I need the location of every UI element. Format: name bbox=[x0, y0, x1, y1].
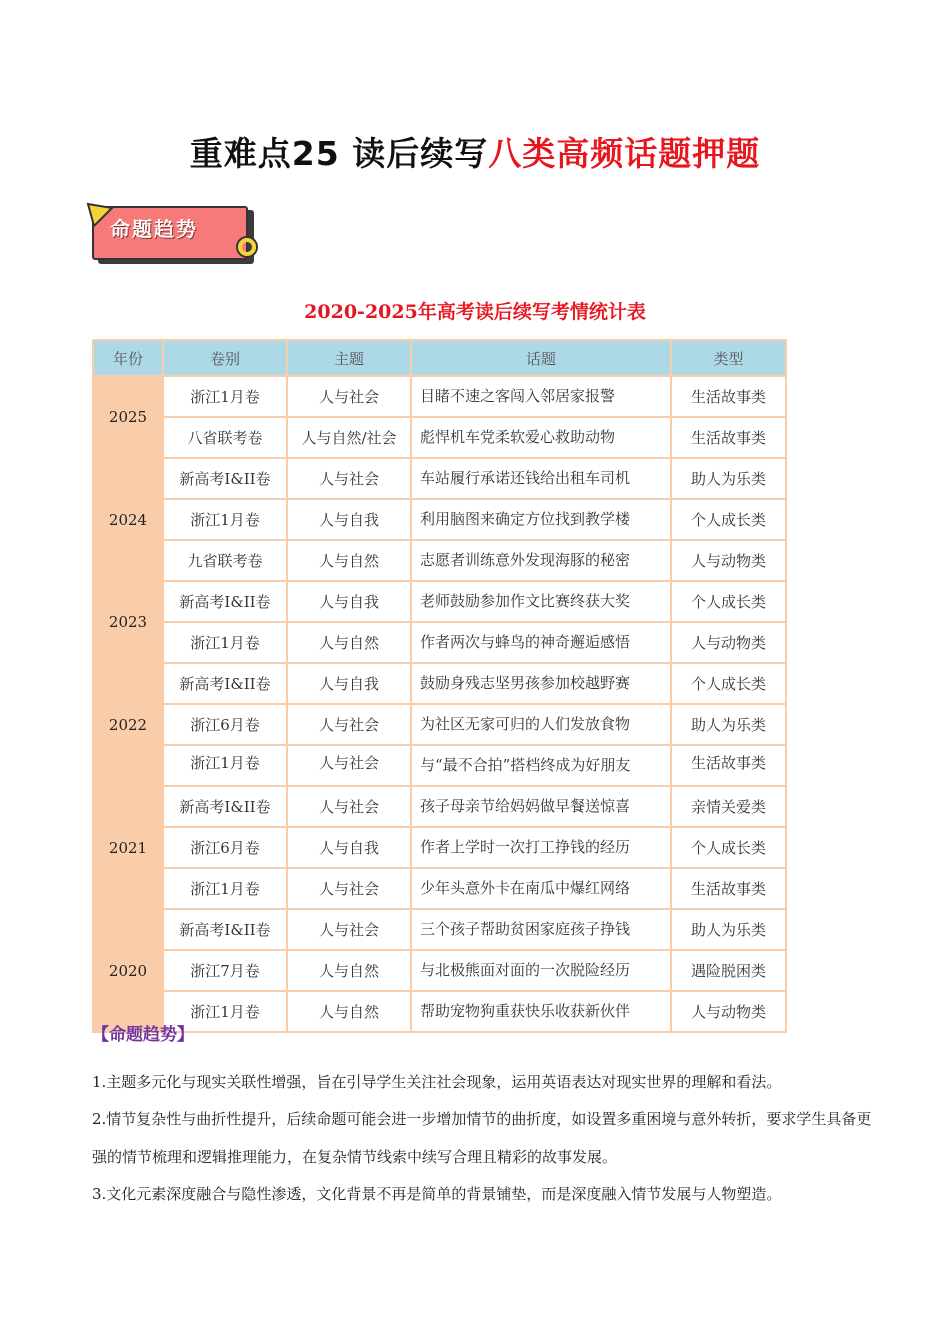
column-header: 卷别 bbox=[164, 341, 286, 375]
table-row bbox=[94, 377, 785, 416]
column-header: 话题 bbox=[412, 341, 670, 375]
table-title: 2020-2025年高考读后续写考情统计表 bbox=[304, 301, 646, 323]
table-row bbox=[94, 500, 785, 539]
type-cell: 生活故事类 bbox=[672, 869, 785, 908]
theme-cell: 人与自然 bbox=[288, 992, 410, 1031]
table-row bbox=[94, 869, 785, 908]
paper-cell: 浙江1月卷 bbox=[164, 869, 286, 908]
year-cell: 2023 bbox=[94, 582, 162, 662]
paper-cell: 八省联考卷 bbox=[164, 418, 286, 457]
title-black-part: 重难点25 读后续写 bbox=[189, 134, 489, 173]
column-header: 类型 bbox=[672, 341, 785, 375]
table-row bbox=[94, 992, 785, 1031]
topic-cell: 与“最不合拍”搭档终成为好朋友 bbox=[412, 746, 670, 785]
paper-cell: 新高考I&II卷 bbox=[164, 787, 286, 826]
paper-cell: 新高考I&II卷 bbox=[164, 910, 286, 949]
table-row bbox=[94, 746, 785, 785]
theme-cell: 人与自然 bbox=[288, 541, 410, 580]
type-cell: 个人成长类 bbox=[672, 500, 785, 539]
paper-cell: 浙江1月卷 bbox=[164, 746, 286, 785]
topic-cell: 三个孩子帮助贫困家庭孩子挣钱 bbox=[412, 910, 670, 949]
topic-cell: 车站履行承诺还钱给出租车司机 bbox=[412, 459, 670, 498]
year-cell: 2022 bbox=[94, 664, 162, 785]
type-cell: 人与动物类 bbox=[672, 623, 785, 662]
theme-cell: 人与社会 bbox=[288, 869, 410, 908]
theme-cell: 人与社会 bbox=[288, 705, 410, 744]
table-row bbox=[94, 910, 785, 949]
paper-cell: 浙江6月卷 bbox=[164, 705, 286, 744]
year-cell: 2025 bbox=[94, 377, 162, 457]
paper-cell: 浙江1月卷 bbox=[164, 500, 286, 539]
table-row bbox=[94, 787, 785, 826]
column-header: 年份 bbox=[94, 341, 162, 375]
type-cell: 亲情关爱类 bbox=[672, 787, 785, 826]
paper-cell: 新高考I&II卷 bbox=[164, 664, 286, 703]
table-row bbox=[94, 541, 785, 580]
type-cell: 生活故事类 bbox=[672, 377, 785, 416]
type-cell: 生活故事类 bbox=[672, 746, 785, 785]
table-header-row bbox=[94, 341, 785, 375]
stats-table bbox=[92, 339, 787, 1033]
topic-cell: 鼓励身残志坚男孩参加校越野赛 bbox=[412, 664, 670, 703]
topic-cell: 帮助宠物狗重获快乐收获新伙伴 bbox=[412, 992, 670, 1031]
theme-cell: 人与社会 bbox=[288, 910, 410, 949]
trend-point: 3.文化元素深度融合与隐性渗透，文化背景不再是简单的背景铺垫，而是深度融入情节发展与人物塑造。 bbox=[92, 1185, 782, 1203]
paper-cell: 九省联考卷 bbox=[164, 541, 286, 580]
type-cell: 个人成长类 bbox=[672, 828, 785, 867]
year-cell: 2020 bbox=[94, 910, 162, 1031]
type-cell: 助人为乐类 bbox=[672, 459, 785, 498]
paper-cell: 浙江7月卷 bbox=[164, 951, 286, 990]
paper-cell: 浙江6月卷 bbox=[164, 828, 286, 867]
theme-cell: 人与自我 bbox=[288, 500, 410, 539]
trend-point: 2.情节复杂性与曲折性提升，后续命题可能会进一步增加情节的曲折度，如设置多重困境与意外转折，要求学生具备更强的情节梳理和逻辑推理能力，在复杂情节线索中续写合理且精彩的故事发展。 bbox=[92, 1110, 872, 1166]
column-header: 主题 bbox=[288, 341, 410, 375]
topic-cell: 作者上学时一次打工挣钱的经历 bbox=[412, 828, 670, 867]
title-red-part: 八类高频话题押题 bbox=[488, 134, 761, 173]
theme-cell: 人与自然/社会 bbox=[288, 418, 410, 457]
section-badge bbox=[86, 200, 262, 272]
ring-icon bbox=[234, 234, 262, 262]
table-row bbox=[94, 951, 785, 990]
theme-cell: 人与自我 bbox=[288, 582, 410, 621]
theme-cell: 人与自然 bbox=[288, 951, 410, 990]
theme-cell: 人与自然 bbox=[288, 623, 410, 662]
theme-cell: 人与社会 bbox=[288, 377, 410, 416]
theme-cell: 人与自我 bbox=[288, 828, 410, 867]
badge-label: 命题趋势 bbox=[110, 217, 198, 241]
theme-cell: 人与社会 bbox=[288, 746, 410, 785]
trend-heading: 【命题趋势】 bbox=[92, 1025, 194, 1045]
paper-cell: 浙江1月卷 bbox=[164, 623, 286, 662]
topic-cell: 为社区无家可归的人们发放食物 bbox=[412, 705, 670, 744]
type-cell: 生活故事类 bbox=[672, 418, 785, 457]
paper-cell: 新高考I&II卷 bbox=[164, 582, 286, 621]
table-row bbox=[94, 705, 785, 744]
paper-cell: 浙江1月卷 bbox=[164, 377, 286, 416]
topic-cell: 少年头意外卡在南瓜中爆红网络 bbox=[412, 869, 670, 908]
paper-cell: 新高考I&II卷 bbox=[164, 459, 286, 498]
year-cell: 2024 bbox=[94, 459, 162, 580]
theme-cell: 人与自我 bbox=[288, 664, 410, 703]
paper-cell: 浙江1月卷 bbox=[164, 992, 286, 1031]
trend-point: 1.主题多元化与现实关联性增强，旨在引导学生关注社会现象，运用英语表达对现实世界的理解和看法。 bbox=[92, 1073, 782, 1091]
topic-cell: 与北极熊面对面的一次脱险经历 bbox=[412, 951, 670, 990]
table-row bbox=[94, 828, 785, 867]
table-row bbox=[94, 418, 785, 457]
page-title bbox=[0, 128, 950, 175]
theme-cell: 人与社会 bbox=[288, 459, 410, 498]
year-cell: 2021 bbox=[94, 787, 162, 908]
type-cell: 个人成长类 bbox=[672, 582, 785, 621]
topic-cell: 孩子母亲节给妈妈做早餐送惊喜 bbox=[412, 787, 670, 826]
table-row bbox=[94, 582, 785, 621]
topic-cell: 志愿者训练意外发现海豚的秘密 bbox=[412, 541, 670, 580]
table-row bbox=[94, 664, 785, 703]
topic-cell: 利用脑图来确定方位找到教学楼 bbox=[412, 500, 670, 539]
topic-cell: 作者两次与蜂鸟的神奇邂逅感悟 bbox=[412, 623, 670, 662]
type-cell: 人与动物类 bbox=[672, 541, 785, 580]
type-cell: 助人为乐类 bbox=[672, 910, 785, 949]
type-cell: 遇险脱困类 bbox=[672, 951, 785, 990]
theme-cell: 人与社会 bbox=[288, 787, 410, 826]
table-row bbox=[94, 623, 785, 662]
type-cell: 助人为乐类 bbox=[672, 705, 785, 744]
type-cell: 个人成长类 bbox=[672, 664, 785, 703]
topic-cell: 目睹不速之客闯入邻居家报警 bbox=[412, 377, 670, 416]
topic-cell: 彪悍机车党柔软爱心救助动物 bbox=[412, 418, 670, 457]
type-cell: 人与动物类 bbox=[672, 992, 785, 1031]
table-row bbox=[94, 459, 785, 498]
topic-cell: 老师鼓励参加作文比赛终获大奖 bbox=[412, 582, 670, 621]
